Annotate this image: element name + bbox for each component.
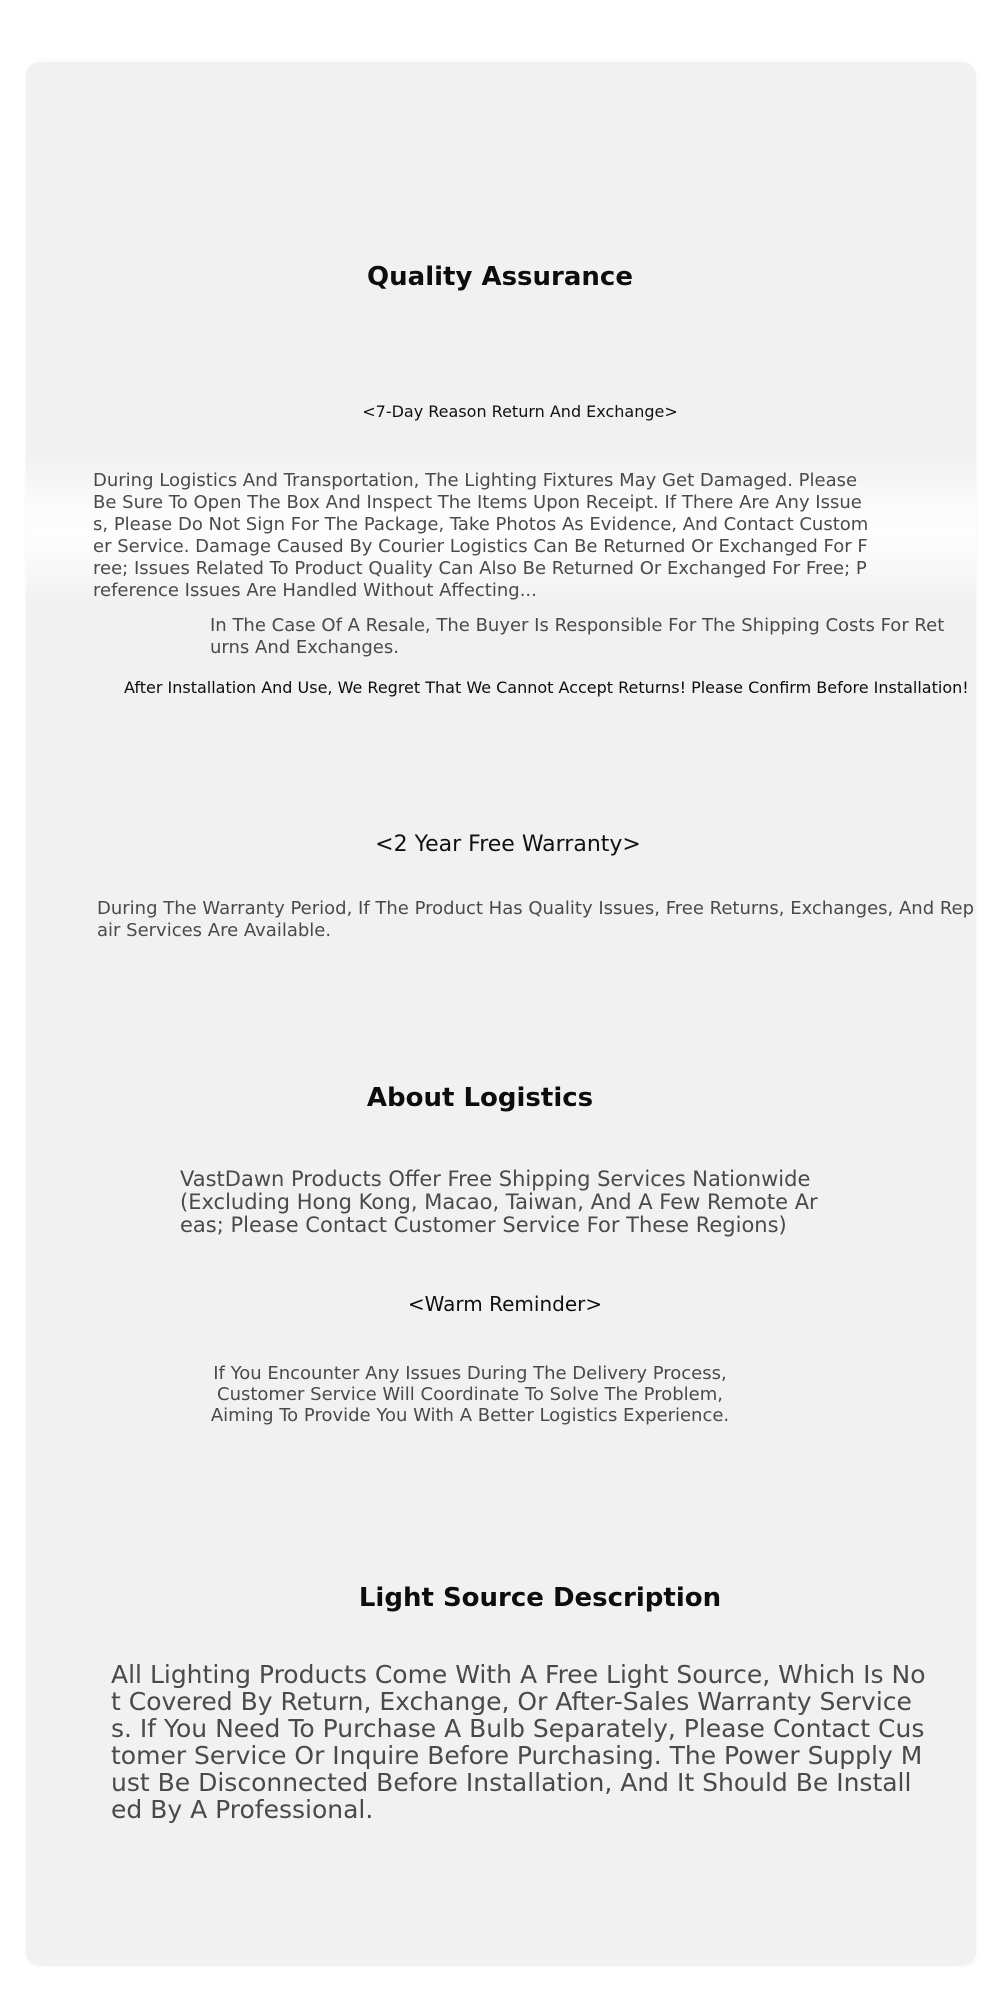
return-exchange-heading: <7-Day Reason Return And Exchange> [362, 402, 678, 421]
shipping-body: VastDawn Products Offer Free Shipping Services Nationwide (Excluding Hong Kong, Macao, Taiwan, And A Few Remote Areas; Please Contact Customer Service For These Regions) [180, 1167, 818, 1237]
warranty-body: During The Warranty Period, If The Product Has Quality Issues, Free Returns, Exchanges, And Repair Services Are Available. [97, 898, 975, 941]
about-logistics-title: About Logistics [366, 1083, 594, 1113]
return-exchange-body: During Logistics And Transportation, The Lighting Fixtures May Get Damaged. Please Be Sure To Open The Box And Inspect The Items Upon Receipt. If There Are Any Issues, Please Do Not Sign For The Package, Take Photos As Evidence, And Contact Customer Service. Damage Caused By Courier Logistics Can Be Returned Or Exchanged For Free; Issues Related To Product Quality Can Also Be Returned Or Exchanged For Free; Preference Issues Are Handled Without Affecting... [93, 470, 869, 601]
warm-reminder-heading: <Warm Reminder> [407, 1292, 603, 1316]
installation-note: After Installation And Use, We Regret That We Cannot Accept Returns! Please Confirm Before Installation! [124, 678, 969, 697]
reminder-line: Customer Service Will Coordinate To Solve The Problem, [217, 1384, 723, 1405]
warm-reminder-body [160, 1363, 780, 1426]
warranty-heading: <2 Year Free Warranty> [375, 832, 641, 857]
reminder-line: Aiming To Provide You With A Better Logistics Experience. [210, 1405, 730, 1426]
resale-note: In The Case Of A Resale, The Buyer Is Responsible For The Shipping Costs For Returns And Exchanges. [210, 615, 945, 658]
light-source-body: All Lighting Products Come With A Free Light Source, Which Is Not Covered By Return, Exchange, Or After-Sales Warranty Services. If You Need To Purchase A Bulb Separately, Please Contact Customer Service Or Inquire Before Purchasing. The Power Supply Must Be Disconnected Before Installation, And It Should Be Installed By A Professional. [111, 1660, 926, 1824]
light-source-title: Light Source Description [358, 1583, 722, 1613]
quality-assurance-title: Quality Assurance [367, 262, 633, 292]
reminder-line: If You Encounter Any Issues During The Delivery Process, [213, 1363, 727, 1384]
